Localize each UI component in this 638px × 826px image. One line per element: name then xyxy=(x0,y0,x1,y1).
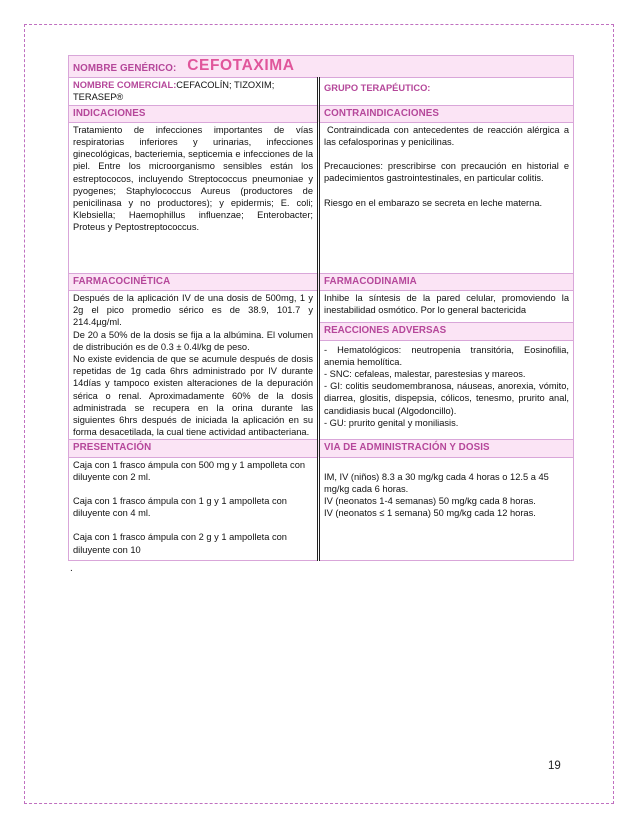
route-item: IV (neonatos 1-4 semanas) 50 mg/kg cada 8 horas. xyxy=(324,496,536,507)
route-item: IV (neonatos ≤ 1 semana) 50 mg/kg cada 12 horas. xyxy=(324,508,536,519)
pharmacokinetics-cell xyxy=(69,291,319,440)
pharmacodynamics-header: FARMACODINAMIA xyxy=(319,273,574,290)
adverse-item: - GI: colitis seudomembranosa, náuseas, anorexia, vómito, diarrea, glositis, dispepsia, cólicos, tenesmo, prurito anal, candidiasis bucal (Algodoncillo). xyxy=(324,381,570,416)
contraindications-cell xyxy=(319,122,574,273)
commercial-name-value-2: TERASEP® xyxy=(73,92,124,103)
commercial-name-label: NOMBRE COMERCIAL: xyxy=(73,80,177,91)
presentation-header: PRESENTACIÓN xyxy=(69,440,319,457)
pharmacology-row xyxy=(69,291,574,440)
therapeutic-group-label: GRUPO TERAPÉUTICO: xyxy=(324,83,431,94)
section-header-row-3 xyxy=(69,440,574,457)
contraindications-text: Contraindicada con antecedentes de reacción alérgica a las cefalosporinas y penicilinas. xyxy=(324,124,570,148)
presentation-item: Caja con 1 frasco ámpula con 500 mg y 1 ampolleta con diluyente con 2 ml. xyxy=(73,459,306,482)
indications-header: INDICACIONES xyxy=(69,105,319,122)
page-number: 19 xyxy=(548,760,561,772)
pharmacokinetics-text-1: Después de la aplicación IV de una dosis de 500mg, 1 y 2g el pico promedio sérico es de 38.9, 101.7 y 214.4µg/ml. xyxy=(73,293,313,328)
pharmacokinetics-text-2: De 20 a 50% de la dosis se fija a la albúmina. El volumen de distribución es de 0.3 ± 0.4l/kg de peso. xyxy=(73,329,313,352)
presentation-item: Caja con 1 frasco ámpula con 2 g y 1 ampolleta con diluyente con 10 xyxy=(73,532,287,555)
presentation-cell xyxy=(69,457,319,560)
indications-cell xyxy=(69,122,319,273)
monograph-table xyxy=(68,55,574,561)
adverse-item: - GU: prurito genital y moniliasis. xyxy=(324,417,459,428)
presentation-item: Caja con 1 frasco ámpula con 1 g y 1 ampolleta con diluyente con 4 ml. xyxy=(73,496,287,519)
commercial-name-value: CEFACOLÍN; TIZOXIM; xyxy=(176,80,275,91)
drug-monograph xyxy=(68,55,573,574)
pharmacodynamics-text: Inhibe la síntesis de la pared celular, promoviendo la inestabilidad osmótico. Por lo general bactericida xyxy=(324,293,570,316)
route-item: IM, IV (niños) 8.3 a 30 mg/kg cada 4 horas o 12.5 a 45 mg/kg cada 6 horas. xyxy=(324,471,549,494)
adverse-reactions-header: REACCIONES ADVERSAS xyxy=(320,322,573,340)
precautions-text: Precauciones: prescribirse con precaución en historial e padecimientos gastrointestinales, en particular colitis. xyxy=(324,161,570,184)
generic-name-row xyxy=(69,56,574,78)
pharmacokinetics-text-3: No existe evidencia de que se acumule después de dosis repetidas de 1g cada 6hrs administrado por IV durante 14días y tampoco existen alteraciones de la depuración sérica o renal. Aproximadamente 60% de la dosis administrada se recupera en la orina durante las siguientes 6hrs después de iniciada la aplicación en su forma desacetilada, la cual tiene actividad antibacteriana. xyxy=(73,354,313,438)
route-cell xyxy=(319,457,574,560)
therapeutic-group-cell xyxy=(319,78,574,105)
generic-name-label: NOMBRE GENÉRICO: xyxy=(73,63,177,74)
indications-text: Tratamiento de infecciones importantes de vías respiratorias inferiores y urinarias, infecciones ginecológicas, bacteriemia, septicemia e infecciones de la piel. Entre los microorganismo sensibles están los estreptococos, incluyendo Streptococcus pneumoniae y pyogenes; Staphylococcus Aureus (productores de penicilinasa y no productores); y epidermis; E. coli; Klebsiella; Haemophillus influenzae; Enterobacter; Proteus y Peptostreptococcus. xyxy=(73,124,313,233)
presentation-row xyxy=(69,457,574,560)
pharmacokinetics-header: FARMACOCINÉTICA xyxy=(69,273,319,290)
adverse-item: - SNC: cefaleas, malestar, parestesias y mareos. xyxy=(324,369,526,380)
adverse-item: - Hematológicos: neutropenia transitória, Eosinofilia, anemia hemolítica. xyxy=(324,344,570,367)
route-header: VIA DE ADMINISTRACIÓN Y DOSIS xyxy=(319,440,574,457)
pregnancy-risk-text: Riesgo en el embarazo se secreta en leche materna. xyxy=(324,197,543,208)
commercial-name-cell xyxy=(69,78,319,105)
drug-name: CEFOTAXIMA xyxy=(187,57,295,74)
indications-row xyxy=(69,122,574,273)
section-header-row xyxy=(69,105,574,122)
commercial-row xyxy=(69,78,574,105)
contraindications-header: CONTRAINDICACIONES xyxy=(319,105,574,122)
section-header-row-2 xyxy=(69,273,574,290)
trailing-dot: . xyxy=(70,562,73,574)
generic-name-cell xyxy=(69,56,574,78)
pharmacodynamics-cell xyxy=(319,291,574,440)
